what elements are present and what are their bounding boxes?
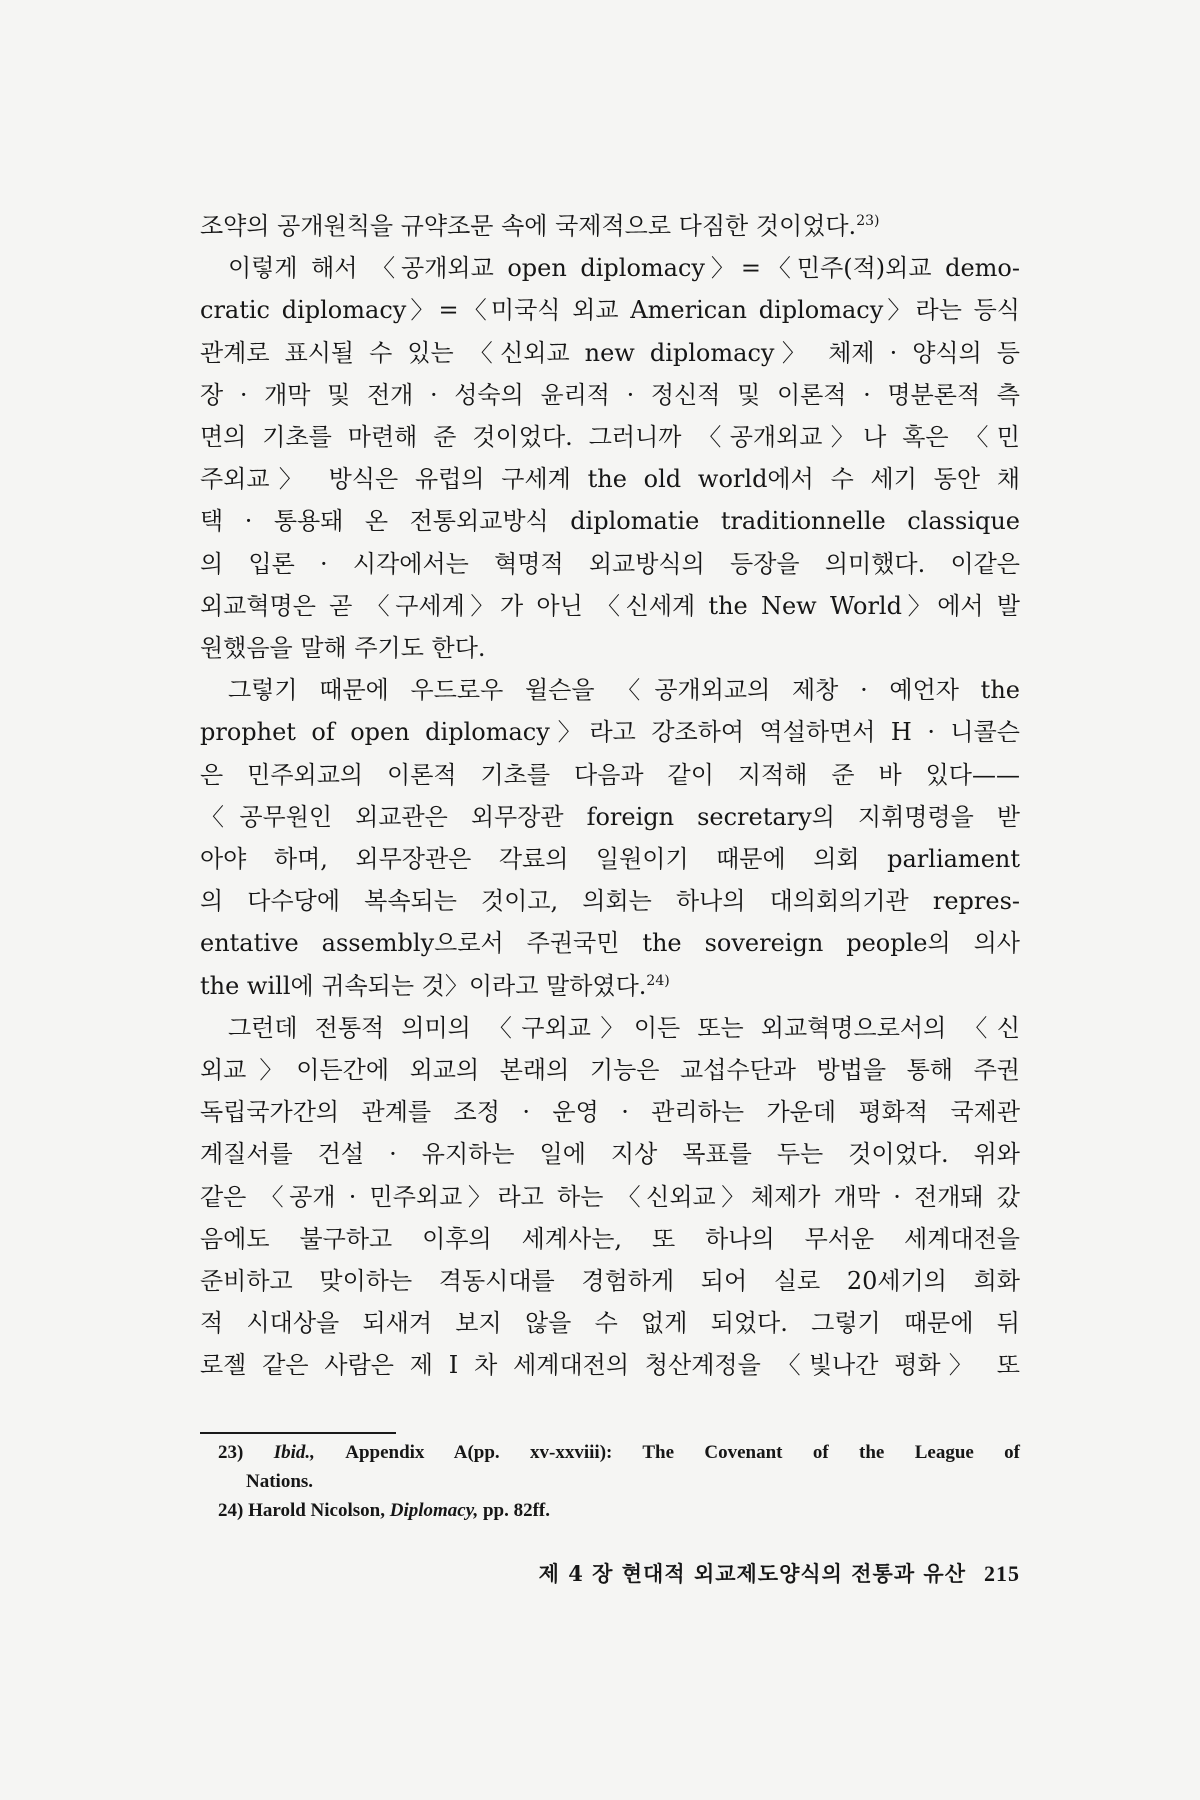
text-line: 〈공무원인 외교관은 외무장관 foreign secretary의 지휘명령을 받 [200,802,1020,831]
text-line: cratic diplomacy〉=〈미국식 외교 American diplomacy〉라는 등식 [200,296,1020,325]
text-line: 은 민주외교의 이론적 기초를 다음과 같이 지적해 준 바 있다—— [200,760,1020,789]
text-line: 음에도 불구하고 이후의 세계사는, 또 하나의 무서운 세계대전을 [200,1224,1020,1253]
footnote-reference: 24) [646,972,670,989]
text-line: entative assembly으로서 주권국민 the sovereign people의 의사 [200,929,1020,958]
text-line: 그런데 전통적 의미의 〈구외교〉이든 또는 외교혁명으로서의 〈신 [228,1013,1020,1042]
text-line: 이렇게 해서 〈공개외교 open diplomacy〉=〈민주(적)외교 demo- [228,254,1020,283]
paragraph [200,669,1020,1007]
footnote-number: 23) [218,1442,244,1463]
text-line: 의 다수당에 복속되는 것이고, 의회는 하나의 대의회의기관 repres- [200,887,1020,916]
paragraph [200,247,1020,669]
footnote-title: Diplomacy, [389,1500,479,1521]
footnote-23 [218,1438,1020,1496]
footnote-author: Harold Nicolson, [248,1500,385,1521]
text-line: 주외교〉 방식은 유럽의 구세계 the old world에서 수 세기 동안 채 [200,465,1020,494]
text-line: 독립국가간의 관계를 조정 · 운영 · 관리하는 가운데 평화적 국제관 [200,1098,1020,1127]
footnote-text: Appendix A(pp. xv-xxviii): The Covenant of the League of [345,1442,1021,1463]
text-line: prophet of open diplomacy〉라고 강조하여 역설하면서 H · 니콜슨 [200,718,1020,747]
text-line: 준비하고 맞이하는 격동시대를 경험하게 되어 실로 20세기의 희화 [200,1267,1020,1296]
text-line: 로젤 같은 사람은 제 I 차 세계대전의 청산계정을 〈빛나간 평화〉 또 [200,1351,1020,1380]
text-line: 의 입론 · 시각에서는 혁명적 외교방식의 등장을 의미했다. 이같은 [200,549,1020,578]
text-line: 관계로 표시될 수 있는 〈신외교 new diplomacy〉 체제 · 양식의 등 [200,338,1020,367]
text-line: 외교혁명은 곧 〈구세계〉가 아닌 〈신세계 the New World〉에서 발 [200,591,1020,620]
footnote-line [218,1438,1020,1467]
running-footer [200,1558,1020,1588]
text-line: 조약의 공개원칙을 규약조문 속에 국제적으로 다짐한 것이었다.$^{23)}$ [200,212,880,240]
footnote-number: 24) [218,1500,244,1521]
footnote-pages: pp. 82ff. [482,1500,550,1521]
footnotes [218,1438,1020,1525]
text-line: 계질서를 건설 · 유지하는 일에 지상 목표를 두는 것이었다. 위와 [200,1140,1020,1169]
text-line: 택 · 통용돼 온 전통외교방식 diplomatie traditionnelle classique [200,507,1020,536]
footnote-reference: 23) [856,213,880,229]
chapter-title: 제 4 장 현대적 외교제도양식의 전통과 유산 [538,1561,966,1586]
footnote-24 [218,1496,1020,1525]
footnote-line: Nations. [246,1471,314,1492]
text-line: 그렇기 때문에 우드로우 윌슨을 〈공개외교의 제창 · 예언자 the [228,676,1020,705]
text-line: the will에 귀속되는 것〉이라고 말하였다.$^{24)}$ [200,971,670,1000]
paragraph [200,1007,1020,1387]
footnote-divider [200,1432,396,1434]
text-line: 같은 〈공개 · 민주외교〉라고 하는 〈신외교〉체제가 개막 · 전개돼 갔 [200,1182,1020,1211]
text-line: 원했음을 말해 주기도 한다. [200,634,486,663]
text-line: 면의 기초를 마련해 준 것이었다. 그러니까 〈공개외교〉나 혹은 〈민 [200,423,1020,452]
text-line: 아야 하며, 외무장관은 각료의 일원이기 때문에 의회 parliament [200,845,1020,874]
footnote-ibid: Ibid., [273,1442,315,1463]
text-line: 외교〉이든간에 외교의 본래의 기능은 교섭수단과 방법을 통해 주권 [200,1056,1020,1085]
text-line: 장 · 개막 및 전개 · 성숙의 윤리적 · 정신적 및 이론적 · 명분론적 측 [200,380,1020,409]
page-number: 215 [984,1561,1020,1586]
body-text [200,205,1020,1387]
text-line: 적 시대상을 되새겨 보지 않을 수 없게 되었다. 그렇기 때문에 뒤 [200,1309,1020,1338]
paragraph [200,205,1020,247]
